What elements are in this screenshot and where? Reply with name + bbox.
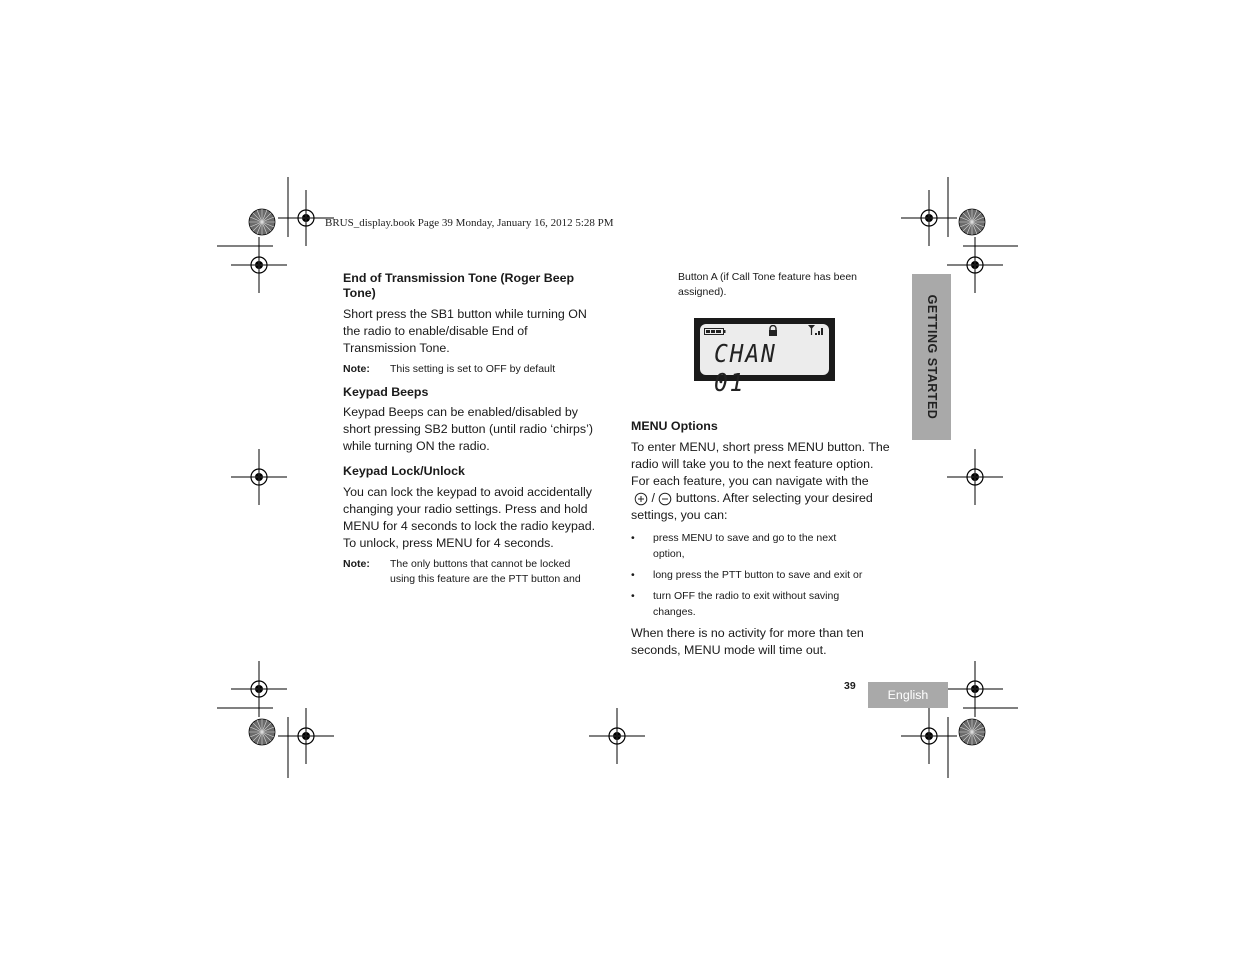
list-item	[631, 567, 891, 584]
side-tab	[912, 274, 951, 440]
minus-button-icon	[658, 492, 672, 506]
lcd-channel-text: CHAN 01	[714, 339, 777, 397]
signal-strength-icon	[808, 325, 826, 336]
plus-button-icon	[634, 492, 648, 506]
paragraph-keypad-beeps: Keypad Beeps can be enabled/disabled by short pressing SB2 button (until radio ‘chirps’) while turning ON the radio.	[343, 405, 593, 453]
paragraph-keypad-lock: You can lock the keypad to avoid accidentally changing your radio settings. Press and hold MENU for 4 seconds to lock the radio keypad. To unlock, press MENU for 4 seconds.	[343, 485, 596, 550]
radio-lcd-display	[694, 318, 835, 397]
language-tab: English	[868, 682, 948, 708]
paragraph-roger-beep: Short press the SB1 button while turning ON the radio to enable/disable End of Transmission Tone.	[343, 307, 587, 355]
page-number: 39	[844, 680, 856, 692]
bullet: •	[631, 590, 635, 602]
list-item-text: press MENU to save and go to the next option,	[653, 532, 837, 560]
paragraph-menu-timeout: When there is no activity for more than ten seconds, MENU mode will time out.	[631, 626, 864, 657]
lock-icon	[768, 325, 778, 336]
list-item-text: turn OFF the radio to exit without saving changes.	[653, 590, 840, 618]
section-heading-keypad-beeps: Keypad Beeps	[343, 385, 429, 399]
battery-icon	[704, 327, 726, 336]
side-tab-label: GETTING STARTED	[924, 294, 939, 420]
menu-text-part-b: buttons. After selecting your desired settings, you can:	[631, 491, 873, 522]
bullet: •	[631, 569, 635, 581]
book-header: BRUS_display.book Page 39 Monday, January 16, 2012 5:28 PM	[325, 217, 614, 229]
continued-text: Button A (if Call Tone feature has been assigned).	[678, 271, 858, 298]
note-label: Note:	[343, 363, 370, 375]
menu-text-part-a: To enter MENU, short press MENU button. The radio will take you to the next feature option. For each feature, you can navigate with the	[631, 440, 890, 488]
icon-separator: /	[651, 491, 655, 505]
section-heading-menu-options: MENU Options	[631, 419, 718, 433]
section-heading-roger-beep: End of Transmission Tone (Roger Beep Tone)	[343, 271, 575, 300]
section-heading-keypad-lock: Keypad Lock/Unlock	[343, 464, 465, 478]
list-item-text: long press the PTT button to save and exit or	[653, 569, 863, 581]
lcd-screen	[700, 324, 829, 397]
note-label: Note:	[343, 558, 370, 570]
note-text: This setting is set to OFF by default	[390, 363, 556, 375]
list-item	[631, 588, 891, 622]
paragraph-menu-options	[631, 439, 893, 524]
bullet: •	[631, 532, 635, 544]
list-item	[631, 530, 891, 564]
note-text: The only buttons that cannot be locked using this feature are the PTT button and	[390, 558, 581, 585]
